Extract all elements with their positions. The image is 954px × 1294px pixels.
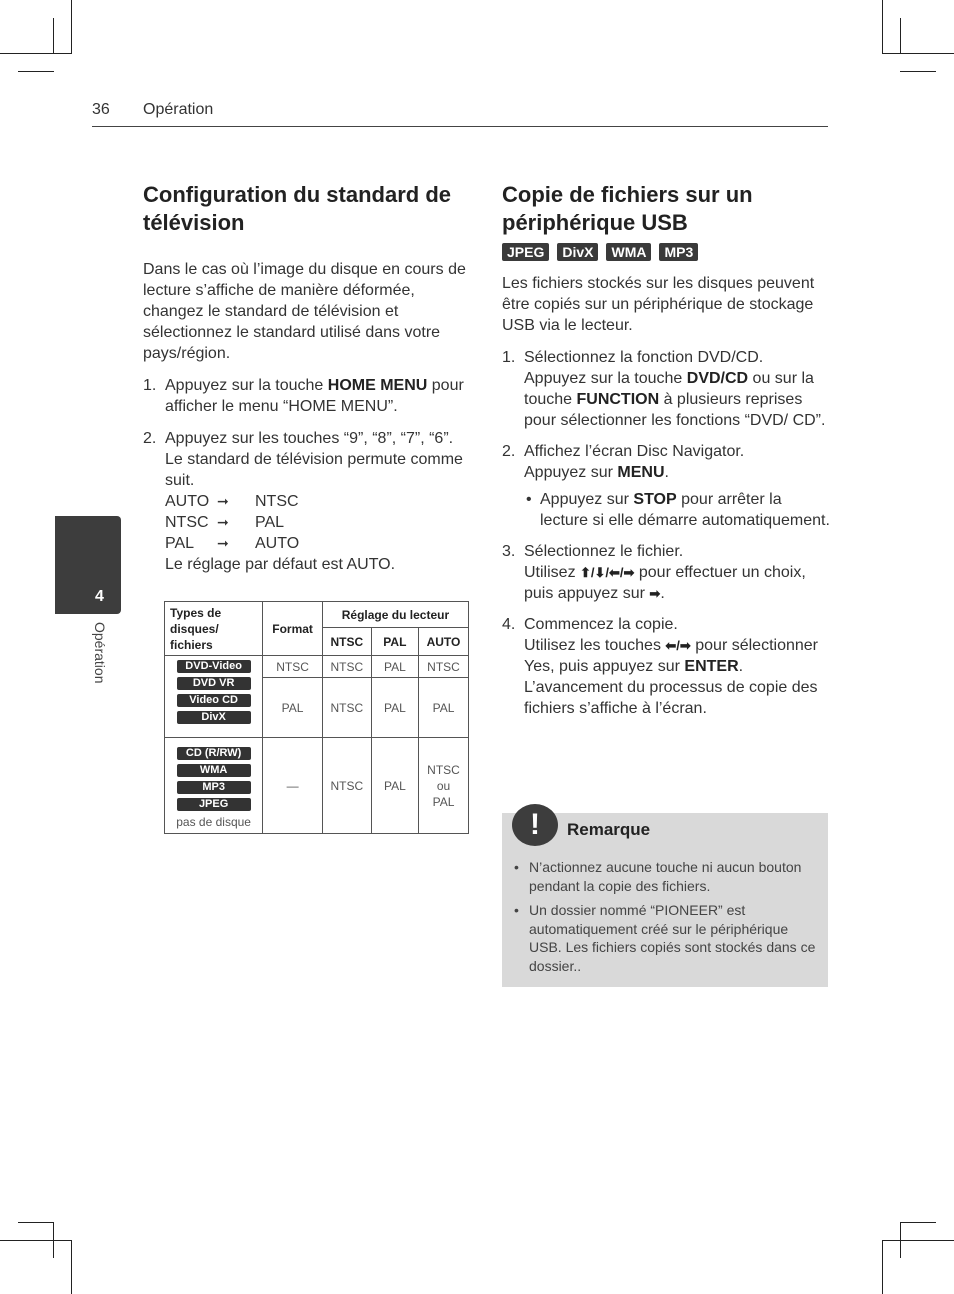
header-pal: PAL [371, 628, 418, 656]
step-text: Affichez l’écran Disc Navigator. [524, 443, 745, 460]
crop-mark [18, 1222, 54, 1223]
cycle-from: PAL [165, 535, 195, 552]
step-text: Sélectionnez la fonction DVD/CD. [524, 349, 764, 366]
text: pour sélectionner Yes, puis appuyez sur [524, 637, 818, 675]
note-text: Un dossier nommé “PIONEER” est automatiquement créé sur le périphérique USB. Les fichiers copiés sont stockés dans ce dossier.. [529, 902, 816, 974]
running-header: Opération [143, 101, 214, 118]
crop-mark [882, 0, 883, 53]
exclamation-icon: ! [512, 804, 558, 846]
right-arrow-icon: ➡ [649, 586, 661, 601]
step-text: Le réglage par défaut est AUTO. [165, 556, 396, 573]
crop-mark [0, 1240, 72, 1241]
step-text: pour afficher le menu “HOME MENU”. [165, 377, 464, 415]
header-reglage: Réglage du lecteur [322, 602, 468, 628]
bullet-icon: • [514, 902, 519, 918]
crop-mark [0, 53, 72, 54]
steps-list [502, 347, 832, 719]
step-text: Appuyez sur la touche [165, 377, 328, 394]
step-number: 3. [502, 543, 516, 560]
table-cell: PAL [418, 678, 468, 738]
step-text: Le standard de télévision permute comme suit. [165, 451, 463, 489]
table-cell: — [263, 738, 323, 834]
header-format: Format [263, 602, 323, 656]
crop-mark [882, 1240, 954, 1241]
disc-label: MP3 [177, 781, 251, 794]
table-cell: PAL [371, 738, 418, 834]
step-number: 1. [143, 377, 157, 394]
table-cell: NTSC [322, 678, 371, 738]
cycle-row [165, 512, 469, 533]
key-enter: ENTER [684, 658, 739, 675]
chapter-label: Opération [92, 622, 108, 684]
crop-mark [53, 18, 54, 54]
text: Appuyez sur [524, 464, 618, 481]
arrow-keys-icon: ⬆/⬇/⬅/➡ [580, 565, 635, 580]
table-cell: NTSC [322, 738, 371, 834]
cycle-from: AUTO [165, 493, 210, 510]
header-ntsc: NTSC [322, 628, 371, 656]
text: ou sur la touche [524, 370, 814, 408]
table-cell: PAL [371, 678, 418, 738]
disc-label: CD (R/RW) [177, 747, 251, 760]
text: à plusieurs reprises pour sélectionner les fonctions “DVD/ CD”. [524, 391, 826, 429]
step-text: Appuyez sur les touches “9”, “8”, “7”, “6”. [165, 430, 454, 447]
header-auto: AUTO [418, 628, 468, 656]
step-3 [502, 541, 832, 604]
key-menu: MENU [617, 464, 665, 481]
section-heading-tv-standard: Configuration du standard de télévision [143, 182, 451, 235]
key-home-menu: HOME MENU [327, 377, 428, 394]
crop-mark [900, 1222, 901, 1258]
step-2 [502, 441, 832, 531]
step-1 [502, 347, 832, 431]
tag-jpeg: JPEG [502, 243, 549, 261]
crop-mark [900, 1222, 936, 1223]
key-stop: STOP [633, 491, 677, 508]
cycle-to: AUTO [255, 535, 300, 552]
crop-mark [900, 18, 901, 54]
text: pour effectuer un choix, puis appuyez sur [524, 564, 806, 602]
crop-mark [900, 71, 936, 72]
text: Utilisez [524, 564, 581, 581]
note-list [514, 858, 820, 981]
cycle-to: PAL [255, 514, 285, 531]
no-disc-label: pas de disque [176, 814, 251, 829]
step-number: 2. [502, 443, 516, 460]
table-cell: PAL [263, 678, 323, 738]
crop-mark [53, 1222, 54, 1258]
bullet-icon: • [514, 859, 519, 875]
section-heading-usb-copy: Copie de fichiers sur un périphérique USB [502, 182, 753, 235]
page-number: 36 [92, 101, 110, 118]
disc-types-group-1 [165, 656, 263, 738]
step-number: 1. [502, 349, 516, 366]
crop-mark [71, 0, 72, 53]
text: Appuyez sur [540, 491, 634, 508]
tag-mp3: MP3 [659, 243, 698, 261]
step-text [524, 562, 832, 604]
header-types: Types de disques/ fichiers [165, 602, 263, 656]
step-text [524, 368, 832, 431]
table-cell: NTSC [263, 656, 323, 678]
tv-standard-table [164, 601, 469, 834]
disc-label: DVD-Video [177, 660, 251, 673]
table-cell: NTSC [418, 656, 468, 678]
note-item [514, 858, 820, 895]
key-function: FUNCTION [576, 391, 660, 408]
arrow-icon: ➞ [217, 535, 229, 551]
format-tags [502, 243, 832, 261]
table-cell: NTSC [322, 656, 371, 678]
step-number: 4. [502, 616, 516, 633]
text: . L’avancement du processus de copie des fichiers s’affiche à l’écran. [524, 658, 818, 717]
intro-paragraph: Les fichiers stockés sur les disques peuvent être copiés sur un périphérique de stockage USB via le lecteur. [502, 275, 815, 334]
key-dvd-cd: DVD/CD [686, 370, 749, 387]
note-item [514, 901, 820, 975]
disc-label: DivX [177, 711, 251, 724]
table-cell: PAL [371, 656, 418, 678]
crop-mark [882, 53, 954, 54]
chapter-number: 4 [95, 588, 104, 605]
header-rule [92, 126, 828, 127]
step-text: Commencez la copie. [524, 616, 678, 633]
arrow-icon: ➞ [217, 493, 229, 509]
step-text [524, 462, 832, 483]
disc-label: DVD VR [177, 677, 251, 690]
step-text: Sélectionnez le fichier. [524, 543, 684, 560]
text: pour arrêter la lecture si elle démarre automatiquement. [540, 491, 830, 529]
text: Appuyez sur la touche [524, 370, 687, 387]
right-column [502, 181, 832, 719]
step-4 [502, 614, 832, 719]
note-title: Remarque [567, 820, 651, 839]
cycle-to: NTSC [255, 493, 299, 510]
tag-divx: DivX [557, 243, 598, 261]
tag-wma: WMA [606, 243, 651, 261]
left-column [143, 181, 469, 575]
text: Utilisez les touches [524, 637, 666, 654]
cycle-row [165, 533, 469, 554]
disc-label: Video CD [177, 694, 251, 707]
text: . [664, 464, 669, 481]
text: . [660, 585, 665, 602]
steps-list [143, 375, 469, 575]
step-1 [143, 375, 469, 417]
disc-label: WMA [177, 764, 251, 777]
bullet-icon: • [526, 491, 532, 508]
crop-mark [71, 1240, 72, 1294]
disc-types-group-2 [165, 738, 263, 834]
crop-mark [882, 1240, 883, 1294]
cycle-row [165, 491, 469, 512]
left-right-arrow-icon: ⬅/➡ [665, 638, 691, 653]
sub-bullet [524, 489, 832, 531]
note-text: N’actionnez aucune touche ni aucun bouton pendant la copie des fichiers. [529, 859, 802, 894]
cycle-from: NTSC [165, 514, 209, 531]
crop-mark [18, 71, 54, 72]
step-number: 2. [143, 430, 157, 447]
arrow-icon: ➞ [217, 514, 229, 530]
intro-paragraph: Dans le cas où l’image du disque en cours de lecture s’affiche de manière déformée, changez le standard de télévision et sélectionnez le standard utilisé dans votre pays/région. [143, 261, 466, 362]
step-2 [143, 428, 469, 575]
table-cell: NTSC ou PAL [418, 738, 468, 834]
disc-label: JPEG [177, 798, 251, 811]
step-text [524, 635, 832, 719]
